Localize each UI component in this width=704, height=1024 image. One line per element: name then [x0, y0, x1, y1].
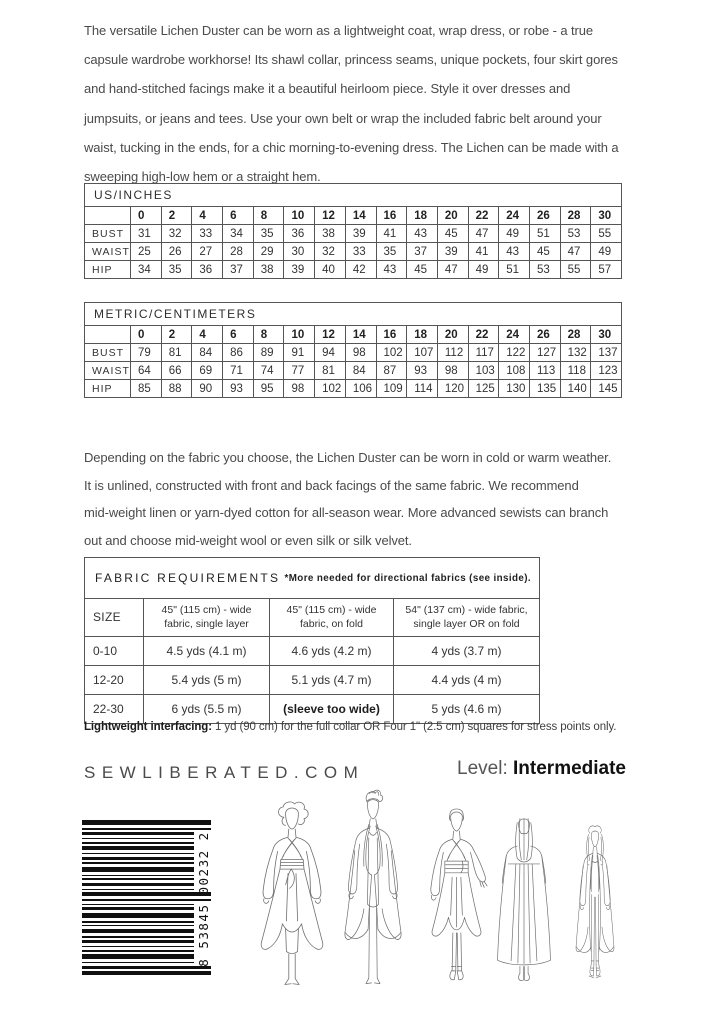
size-header-cell: 2: [161, 207, 192, 225]
size-value-cell: 38: [315, 225, 346, 243]
size-header-cell: 0: [131, 326, 162, 344]
yardage-cell: 4 yds (3.7 m): [394, 637, 540, 666]
size-value-cell: 28: [223, 243, 254, 261]
size-value-cell: 39: [284, 261, 315, 279]
fabric-requirements-table: [84, 557, 540, 724]
table-row: [85, 344, 622, 362]
interfacing-note: [84, 721, 616, 733]
size-value-cell: 53: [560, 225, 591, 243]
column-header: SIZE: [85, 599, 144, 637]
size-value-cell: 102: [315, 380, 346, 398]
size-value-cell: 74: [253, 362, 284, 380]
size-value-cell: 42: [345, 261, 376, 279]
column-header: 54" (137 cm) - wide fabric, single layer OR on fold: [394, 599, 540, 637]
size-header-cell: 6: [223, 207, 254, 225]
column-header: 45" (115 cm) - wide fabric, single layer: [144, 599, 270, 637]
size-value-cell: 132: [560, 344, 591, 362]
size-header-cell: 18: [407, 207, 438, 225]
yardage-cell: 4.6 yds (4.2 m): [270, 637, 394, 666]
metric-centimeters-size-table: [84, 302, 622, 398]
size-value-cell: 45: [529, 243, 560, 261]
website-url: SEWLIBERATED.COM: [84, 763, 365, 782]
fabric-paragraph-line: mid-weight linen or yarn-dyed cotton for all-season wear. More advanced sewists can branch: [84, 505, 609, 520]
size-value-cell: 55: [560, 261, 591, 279]
size-header-cell: 28: [560, 326, 591, 344]
size-value-cell: 29: [253, 243, 284, 261]
size-header-cell: 16: [376, 326, 407, 344]
size-value-cell: 122: [499, 344, 530, 362]
size-value-cell: 145: [591, 380, 622, 398]
size-value-cell: 113: [529, 362, 560, 380]
barcode-bar: [82, 954, 194, 959]
table-title-row: [85, 184, 622, 207]
size-value-cell: 118: [560, 362, 591, 380]
row-label: HIP: [85, 261, 131, 279]
yardage-cell: 4.5 yds (4.1 m): [144, 637, 270, 666]
barcode-bar: [82, 971, 211, 975]
size-value-cell: 51: [529, 225, 560, 243]
barcode-bars: [82, 820, 211, 975]
row-label: WAIST: [85, 243, 131, 261]
size-value-cell: 37: [407, 243, 438, 261]
size-header-cell: 8: [253, 207, 284, 225]
size-value-cell: 117: [468, 344, 499, 362]
size-value-cell: 39: [437, 243, 468, 261]
size-header-cell: 28: [560, 207, 591, 225]
size-value-cell: 27: [192, 243, 223, 261]
duster-figure-belted-over-pants: [420, 804, 493, 987]
fabric-header-row: [85, 599, 540, 637]
fabric-paragraph-line: Depending on the fabric you choose, the Lichen Duster can be worn in cold or warm weather.: [84, 450, 612, 465]
size-header-cell: 20: [437, 326, 468, 344]
corner-cell: [85, 326, 131, 344]
size-value-cell: 77: [284, 362, 315, 380]
barcode-bar: [82, 820, 211, 825]
size-value-cell: 35: [376, 243, 407, 261]
size-value-cell: 127: [529, 344, 560, 362]
size-range-cell: 0-10: [85, 637, 144, 666]
barcode-bar: [82, 867, 194, 872]
size-value-cell: 47: [560, 243, 591, 261]
fabric-paragraph-line: out and choose mid-weight wool or even silk or silk velvet.: [84, 532, 412, 548]
size-value-cell: 43: [407, 225, 438, 243]
size-value-cell: 112: [437, 344, 468, 362]
size-value-cell: 123: [591, 362, 622, 380]
table-title: METRIC/CENTIMETERS: [85, 303, 622, 326]
intro-line: jumpsuits, or jeans and tees. Use your own belt or wrap the included fabric belt around your: [84, 110, 602, 126]
size-value-cell: 43: [499, 243, 530, 261]
size-header-cell: 6: [223, 326, 254, 344]
size-header-cell: 10: [284, 326, 315, 344]
barcode-bar: [82, 913, 194, 918]
size-value-cell: 69: [192, 362, 223, 380]
barcode-bar: [82, 857, 194, 860]
duster-figure-open-over-pants-boots: [568, 824, 622, 987]
size-value-cell: 41: [468, 243, 499, 261]
size-value-cell: 43: [376, 261, 407, 279]
size-value-cell: 103: [468, 362, 499, 380]
size-header-cell: 22: [468, 207, 499, 225]
level-value: Intermediate: [513, 758, 626, 779]
size-value-cell: 86: [223, 344, 254, 362]
barcode-bar: [82, 889, 194, 890]
interfacing-text: 1 yd (90 cm) for the full collar OR Four 1" (2.5 cm) squares for stress points only.: [211, 721, 617, 733]
duster-figure-front-belted-highlow: [252, 801, 332, 986]
size-value-cell: 140: [560, 380, 591, 398]
size-value-cell: 35: [253, 225, 284, 243]
barcode-bar: [82, 892, 211, 896]
barcode-bar: [82, 899, 211, 901]
size-header-cell: 10: [284, 207, 315, 225]
size-value-cell: 125: [468, 380, 499, 398]
column-header: 45" (115 cm) - wide fabric, on fold: [270, 599, 394, 637]
size-value-cell: 94: [315, 344, 346, 362]
size-value-cell: 98: [345, 344, 376, 362]
size-range-cell: 22-30: [85, 695, 144, 724]
barcode-bar: [82, 946, 194, 947]
table-row: [85, 380, 622, 398]
size-value-cell: 53: [529, 261, 560, 279]
size-value-cell: 33: [192, 225, 223, 243]
size-value-cell: 120: [437, 380, 468, 398]
size-header-cell: 4: [192, 326, 223, 344]
size-header-cell: 24: [499, 207, 530, 225]
fabric-title-row: [85, 558, 540, 599]
duster-figure-back-view: [490, 813, 558, 985]
skill-level: [340, 758, 626, 780]
table-title-row: [85, 303, 622, 326]
size-header-cell: 12: [315, 326, 346, 344]
size-value-cell: 130: [499, 380, 530, 398]
size-value-cell: 64: [131, 362, 162, 380]
size-value-cell: 98: [284, 380, 315, 398]
size-value-cell: 33: [345, 243, 376, 261]
size-value-cell: 36: [284, 225, 315, 243]
size-value-cell: 90: [192, 380, 223, 398]
size-value-cell: 87: [376, 362, 407, 380]
table-row: [85, 362, 622, 380]
size-value-cell: 93: [407, 362, 438, 380]
size-header-cell: 30: [591, 326, 622, 344]
yardage-cell: 4.4 yds (4 m): [394, 666, 540, 695]
level-label: Level:: [457, 758, 514, 779]
size-value-cell: 102: [376, 344, 407, 362]
barcode-digits: 8 53845 00232 2: [196, 831, 211, 967]
size-value-cell: 93: [223, 380, 254, 398]
size-value-cell: 38: [253, 261, 284, 279]
barcode-bar: [82, 842, 194, 844]
barcode-bar: [82, 838, 194, 839]
size-value-cell: 32: [161, 225, 192, 243]
size-value-cell: 49: [468, 261, 499, 279]
size-value-cell: 107: [407, 344, 438, 362]
size-value-cell: 45: [437, 225, 468, 243]
table-row: [85, 243, 622, 261]
barcode-bar: [82, 853, 194, 854]
yardage-cell: (sleeve too wide): [270, 695, 394, 724]
size-value-cell: 84: [192, 344, 223, 362]
row-label: WAIST: [85, 362, 131, 380]
size-value-cell: 32: [315, 243, 346, 261]
barcode-bar: [82, 904, 194, 905]
size-value-cell: 57: [591, 261, 622, 279]
barcode-bar: [82, 907, 194, 910]
barcode: [82, 817, 218, 983]
size-value-cell: 35: [161, 261, 192, 279]
fabric-table-title: FABRIC REQUIREMENTS: [95, 571, 281, 585]
size-header-cell: 18: [407, 326, 438, 344]
size-header-cell: 26: [529, 207, 560, 225]
size-value-cell: 81: [315, 362, 346, 380]
size-value-cell: 55: [591, 225, 622, 243]
barcode-bar: [82, 966, 211, 969]
yardage-cell: 5.4 yds (5 m): [144, 666, 270, 695]
size-value-cell: 40: [315, 261, 346, 279]
size-value-cell: 37: [223, 261, 254, 279]
size-value-cell: 31: [131, 225, 162, 243]
size-header-cell: 24: [499, 326, 530, 344]
barcode-bar: [82, 883, 194, 886]
barcode-bar: [82, 846, 194, 850]
size-header-cell: 14: [345, 207, 376, 225]
duster-figure-open-headwrap: [338, 789, 408, 986]
barcode-bar: [82, 950, 194, 952]
interfacing-label: Lightweight interfacing:: [84, 721, 212, 733]
intro-paragraph: [84, 16, 619, 191]
size-header-cell: 4: [192, 207, 223, 225]
size-value-cell: 51: [499, 261, 530, 279]
size-header-cell: 16: [376, 207, 407, 225]
size-header-cell: 8: [253, 326, 284, 344]
size-value-cell: 49: [499, 225, 530, 243]
size-value-cell: 71: [223, 362, 254, 380]
fabric-row: [85, 695, 540, 724]
intro-line: sweeping high-low hem or a straight hem.: [84, 169, 321, 185]
size-header-cell: 22: [468, 326, 499, 344]
size-value-cell: 47: [437, 261, 468, 279]
fabric-paragraph: [84, 444, 611, 554]
fabric-paragraph-line: It is unlined, constructed with front and back facings of the same fabric. We recommend: [84, 477, 579, 493]
size-value-cell: 137: [591, 344, 622, 362]
barcode-bar: [82, 875, 194, 876]
size-value-cell: 66: [161, 362, 192, 380]
size-header-cell: 0: [131, 207, 162, 225]
barcode-bar: [82, 828, 211, 830]
size-value-cell: 108: [499, 362, 530, 380]
size-value-cell: 34: [131, 261, 162, 279]
fabric-table-note: *More needed for directional fabrics (see inside).: [284, 572, 532, 584]
size-header-cell: 30: [591, 207, 622, 225]
size-value-cell: 106: [345, 380, 376, 398]
size-header-cell: 14: [345, 326, 376, 344]
size-value-cell: 36: [192, 261, 223, 279]
yardage-cell: 5.1 yds (4.7 m): [270, 666, 394, 695]
size-value-cell: 39: [345, 225, 376, 243]
fabric-row: [85, 637, 540, 666]
barcode-bar: [82, 962, 194, 963]
size-value-cell: 81: [161, 344, 192, 362]
size-range-cell: 12-20: [85, 666, 144, 695]
size-value-cell: 26: [161, 243, 192, 261]
size-value-cell: 45: [407, 261, 438, 279]
size-value-cell: 89: [253, 344, 284, 362]
size-header-row: [85, 207, 622, 225]
size-value-cell: 98: [437, 362, 468, 380]
size-header-row: [85, 326, 622, 344]
size-value-cell: 34: [223, 225, 254, 243]
table-title: US/INCHES: [85, 184, 622, 207]
us-inches-size-table: [84, 183, 622, 279]
size-value-cell: 85: [131, 380, 162, 398]
size-value-cell: 84: [345, 362, 376, 380]
size-header-cell: 26: [529, 326, 560, 344]
intro-line: waist, tucking in the ends, for a chic morning-to-evening dress. The Lichen can be made with a: [84, 139, 619, 155]
size-value-cell: 49: [591, 243, 622, 261]
size-value-cell: 79: [131, 344, 162, 362]
corner-cell: [85, 207, 131, 225]
fabric-title-cell: [85, 558, 540, 599]
intro-line: capsule wardrobe workhorse! Its shawl collar, princess seams, unique pockets, four skirt gores: [84, 52, 618, 68]
size-header-cell: 2: [161, 326, 192, 344]
barcode-bar: [82, 936, 194, 938]
barcode-bar: [82, 921, 194, 923]
size-value-cell: 47: [468, 225, 499, 243]
size-value-cell: 30: [284, 243, 315, 261]
barcode-bar: [82, 929, 194, 933]
fabric-row: [85, 666, 540, 695]
intro-line: and hand-stitched facings make it a beautiful heirloom piece. Style it over dresses and: [84, 81, 571, 97]
size-value-cell: 109: [376, 380, 407, 398]
barcode-bar: [82, 832, 194, 835]
barcode-bar: [82, 940, 194, 943]
yardage-cell: 6 yds (5.5 m): [144, 695, 270, 724]
barcode-bar: [82, 925, 194, 926]
size-value-cell: 91: [284, 344, 315, 362]
size-value-cell: 88: [161, 380, 192, 398]
size-value-cell: 25: [131, 243, 162, 261]
size-value-cell: 114: [407, 380, 438, 398]
barcode-bar: [82, 878, 194, 880]
yardage-cell: 5 yds (4.6 m): [394, 695, 540, 724]
size-value-cell: 41: [376, 225, 407, 243]
row-label: BUST: [85, 225, 131, 243]
size-header-cell: 12: [315, 207, 346, 225]
barcode-bar: [82, 862, 194, 864]
row-label: BUST: [85, 344, 131, 362]
intro-line: The versatile Lichen Duster can be worn as a lightweight coat, wrap dress, or robe - a true: [84, 23, 593, 38]
table-row: [85, 225, 622, 243]
size-value-cell: 95: [253, 380, 284, 398]
row-label: HIP: [85, 380, 131, 398]
size-value-cell: 135: [529, 380, 560, 398]
size-header-cell: 20: [437, 207, 468, 225]
table-row: [85, 261, 622, 279]
